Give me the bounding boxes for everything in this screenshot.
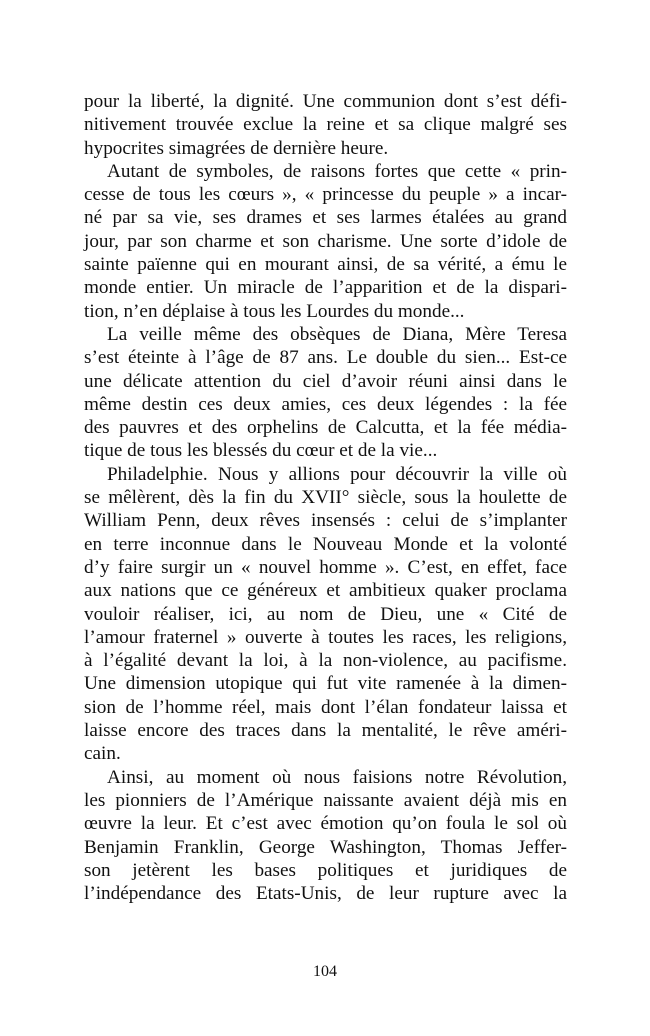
text-line: à l’égalité devant la loi, à la non-violence, au pacifisme. bbox=[84, 650, 567, 672]
text-line: nitivement trouvée exclue la reine et sa clique malgré ses bbox=[84, 114, 567, 136]
text-line: Ainsi, au moment où nous faisions notre Révolution, bbox=[107, 766, 567, 788]
text-line: La veille même des obsèques de Diana, Mère Teresa bbox=[107, 323, 567, 345]
text-line: tique de tous les blessés du cœur et de la vie... bbox=[84, 440, 438, 462]
paragraph-5 bbox=[84, 766, 567, 906]
paragraph-1 bbox=[84, 90, 567, 160]
text-line: Autant de symboles, de raisons fortes que cette « prin- bbox=[107, 160, 567, 182]
text-line: son jetèrent les bases politiques et juridiques de bbox=[84, 859, 567, 881]
text-line: sainte païenne qui en mourant ainsi, de sa vérité, a ému le bbox=[84, 254, 567, 276]
text-line: une délicate attention du ciel d’avoir réuni ainsi dans le bbox=[84, 370, 567, 392]
text-line: Une dimension utopique qui fut vite ramenée à la dimen- bbox=[84, 673, 567, 695]
text-line: en terre inconnue dans le Nouveau Monde et la volonté bbox=[84, 533, 567, 555]
text-line: cain. bbox=[84, 743, 121, 765]
text-line: monde entier. Un miracle de l’apparition et de la dispari- bbox=[84, 277, 567, 299]
text-line: œuvre la leur. Et c’est avec émotion qu’on foula le sol où bbox=[84, 813, 567, 835]
text-line: Philadelphie. Nous y allions pour découvrir la ville où bbox=[107, 463, 567, 485]
text-line: sion de l’homme réel, mais dont l’élan fondateur laissa et bbox=[84, 696, 567, 718]
text-line: jour, par son charme et son charisme. Une sorte d’idole de bbox=[84, 230, 567, 252]
text-line: se mêlèrent, dès la fin du XVII° siècle, sous la houlette de bbox=[84, 487, 567, 509]
text-line: Benjamin Franklin, George Washington, Thomas Jeffer- bbox=[84, 836, 567, 858]
text-line: s’est éteinte à l’âge de 87 ans. Le double du sien... Est-ce bbox=[84, 347, 567, 369]
text-line: cesse de tous les cœurs », « princesse du peuple » a incar- bbox=[84, 184, 567, 206]
text-line: né par sa vie, ses drames et ses larmes étalées au grand bbox=[84, 207, 567, 229]
text-line: laisse encore des traces dans la mentalité, le rêve améri- bbox=[84, 720, 567, 742]
text-line: vouloir réaliser, ici, au nom de Dieu, une « Cité de bbox=[84, 603, 567, 625]
text-line: aux nations que ce généreux et ambitieux quaker proclama bbox=[84, 580, 567, 602]
paragraph-3 bbox=[84, 323, 567, 463]
text-line: hypocrites simagrées de dernière heure. bbox=[84, 137, 389, 159]
text-line: d’y faire surgir un « nouvel homme ». C’est, en effet, face bbox=[84, 556, 567, 578]
text-line: tion, n’en déplaise à tous les Lourdes du monde... bbox=[84, 300, 465, 322]
text-line: l’indépendance des Etats-Unis, de leur rupture avec la bbox=[84, 883, 567, 905]
text-line: pour la liberté, la dignité. Une communion dont s’est défi- bbox=[84, 91, 567, 112]
paragraph-4 bbox=[84, 463, 567, 766]
text-line: l’amour fraternel » ouverte à toutes les races, les religions, bbox=[84, 626, 567, 648]
text-line: même destin ces deux amies, ces deux légendes : la fée bbox=[84, 393, 567, 415]
page-number: 104 bbox=[313, 963, 337, 980]
text-line: William Penn, deux rêves insensés : celui de s’implanter bbox=[84, 510, 567, 532]
page-body-text bbox=[84, 90, 567, 905]
text-line: les pionniers de l’Amérique naissante avaient déjà mis en bbox=[84, 789, 567, 811]
text-line: des pauvres et des orphelins de Calcutta, et la fée média- bbox=[84, 417, 567, 439]
paragraph-2 bbox=[84, 160, 567, 323]
